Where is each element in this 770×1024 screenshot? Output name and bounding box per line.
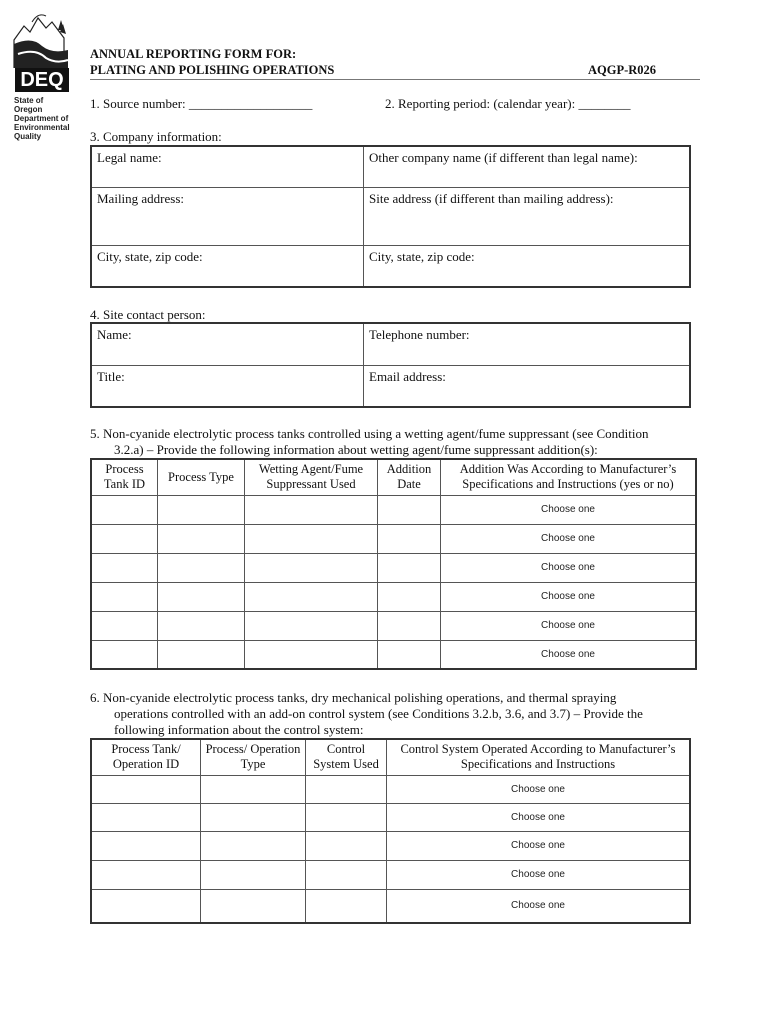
table-row	[91, 889, 690, 923]
contact-name-field[interactable]: Name:	[91, 323, 364, 365]
cell[interactable]	[378, 553, 441, 582]
site-city-field[interactable]: City, state, zip code:	[364, 245, 691, 287]
choose-one-dropdown[interactable]: Choose one	[387, 831, 691, 860]
section6-intro-line2: operations controlled with an add-on control system (see Conditions 3.2.b, 3.6, and 3.7) – Provide the	[114, 706, 643, 721]
cell[interactable]	[378, 524, 441, 553]
logo-line3: Environmental	[14, 123, 70, 132]
company-info-table	[90, 145, 691, 288]
legal-name-field[interactable]: Legal name:	[91, 146, 364, 187]
choose-one-dropdown[interactable]: Choose one	[387, 803, 691, 831]
cell[interactable]	[91, 582, 158, 611]
table-row	[91, 611, 696, 640]
cell[interactable]	[91, 611, 158, 640]
form-title-line1: ANNUAL REPORTING FORM FOR:	[90, 47, 297, 61]
email-field[interactable]: Email address:	[364, 365, 691, 407]
table-row	[91, 524, 696, 553]
logo-line1: State of Oregon	[14, 96, 44, 114]
site-address-field[interactable]: Site address (if different than mailing address):	[364, 187, 691, 245]
section6-intro-line1: 6. Non-cyanide electrolytic process tanks, dry mechanical polishing operations, and thermal spraying	[90, 690, 617, 705]
reporting-period-field[interactable]: 2. Reporting period: (calendar year): ________	[385, 96, 631, 111]
choose-one-dropdown[interactable]: Choose one	[441, 553, 697, 582]
logo-line4: Quality	[14, 132, 42, 141]
wetting-agent-table	[90, 458, 697, 670]
cell[interactable]	[378, 582, 441, 611]
cell[interactable]	[306, 860, 387, 889]
cell[interactable]	[158, 495, 245, 524]
control-system-table	[90, 738, 691, 924]
cell[interactable]	[306, 889, 387, 923]
deq-logo	[12, 10, 70, 140]
cell[interactable]	[378, 495, 441, 524]
cell[interactable]	[158, 553, 245, 582]
site-contact-heading: 4. Site contact person:	[90, 307, 206, 322]
cell[interactable]	[91, 831, 201, 860]
choose-one-dropdown[interactable]: Choose one	[441, 495, 697, 524]
col-process-type: Process Type	[158, 459, 245, 495]
cell[interactable]	[91, 553, 158, 582]
cell[interactable]	[378, 611, 441, 640]
table-row	[91, 640, 696, 669]
choose-one-dropdown[interactable]: Choose one	[387, 889, 691, 923]
cell[interactable]	[201, 803, 306, 831]
cell[interactable]	[158, 524, 245, 553]
choose-one-dropdown[interactable]: Choose one	[387, 775, 691, 803]
cell[interactable]	[201, 889, 306, 923]
cell[interactable]	[201, 831, 306, 860]
table-row	[91, 831, 690, 860]
choose-one-dropdown[interactable]: Choose one	[441, 640, 697, 669]
cell[interactable]	[245, 640, 378, 669]
col-control-system-used: Control System Used	[306, 739, 387, 775]
other-company-name-field[interactable]: Other company name (if different than legal name):	[364, 146, 691, 187]
section5-intro-line2: 3.2.a) – Provide the following information about wetting agent/fume suppressant addition(s):	[114, 442, 598, 457]
choose-one-dropdown[interactable]: Choose one	[441, 582, 697, 611]
cell[interactable]	[306, 775, 387, 803]
cell[interactable]	[158, 611, 245, 640]
cell[interactable]	[245, 582, 378, 611]
cell[interactable]	[91, 775, 201, 803]
cell[interactable]	[91, 803, 201, 831]
mailing-address-field[interactable]: Mailing address:	[91, 187, 364, 245]
col-process-tank-id: Process Tank ID	[91, 459, 158, 495]
telephone-field[interactable]: Telephone number:	[364, 323, 691, 365]
site-contact-table	[90, 322, 691, 408]
cell[interactable]	[91, 860, 201, 889]
header-rule	[90, 79, 700, 80]
source-number-field[interactable]: 1. Source number: ___________________	[90, 96, 313, 111]
cell[interactable]	[201, 860, 306, 889]
cell[interactable]	[245, 553, 378, 582]
contact-title-field[interactable]: Title:	[91, 365, 364, 407]
cell[interactable]	[201, 775, 306, 803]
table-row	[91, 775, 690, 803]
col-wetting-agent: Wetting Agent/Fume Suppressant Used	[245, 459, 378, 495]
cell[interactable]	[245, 524, 378, 553]
section5-intro-line1: 5. Non-cyanide electrolytic process tanks controlled using a wetting agent/fume suppressant (see Condition	[90, 426, 649, 441]
table-row	[91, 553, 696, 582]
choose-one-dropdown[interactable]: Choose one	[441, 611, 697, 640]
section6-intro-line3: following information about the control system:	[114, 722, 364, 737]
mountain-logo-icon	[12, 10, 70, 68]
cell[interactable]	[245, 611, 378, 640]
company-info-heading: 3. Company information:	[90, 129, 222, 144]
form-title-line2: PLATING AND POLISHING OPERATIONS	[90, 63, 335, 77]
col-manufacturer-spec: Addition Was According to Manufacturer’s Specifications and Instructions (yes or no)	[441, 459, 697, 495]
cell[interactable]	[91, 495, 158, 524]
cell[interactable]	[158, 640, 245, 669]
cell[interactable]	[91, 889, 201, 923]
col-addition-date: Addition Date	[378, 459, 441, 495]
cell[interactable]	[306, 831, 387, 860]
cell[interactable]	[91, 640, 158, 669]
col-process-operation-type: Process/ Operation Type	[201, 739, 306, 775]
table-row	[91, 803, 690, 831]
choose-one-dropdown[interactable]: Choose one	[387, 860, 691, 889]
table-row	[91, 495, 696, 524]
choose-one-dropdown[interactable]: Choose one	[441, 524, 697, 553]
cell[interactable]	[306, 803, 387, 831]
logo-line2: Department of	[14, 114, 69, 123]
cell[interactable]	[91, 524, 158, 553]
cell[interactable]	[158, 582, 245, 611]
cell[interactable]	[245, 495, 378, 524]
cell[interactable]	[378, 640, 441, 669]
table-row	[91, 582, 696, 611]
col-process-tank-operation-id: Process Tank/ Operation ID	[91, 739, 201, 775]
mailing-city-field[interactable]: City, state, zip code:	[91, 245, 364, 287]
table-row	[91, 860, 690, 889]
deq-acronym: DEQ	[15, 68, 69, 92]
col-control-system-operated: Control System Operated According to Manufacturer’s Specifications and Instructions	[387, 739, 691, 775]
form-code: AQGP-R026	[588, 63, 657, 77]
